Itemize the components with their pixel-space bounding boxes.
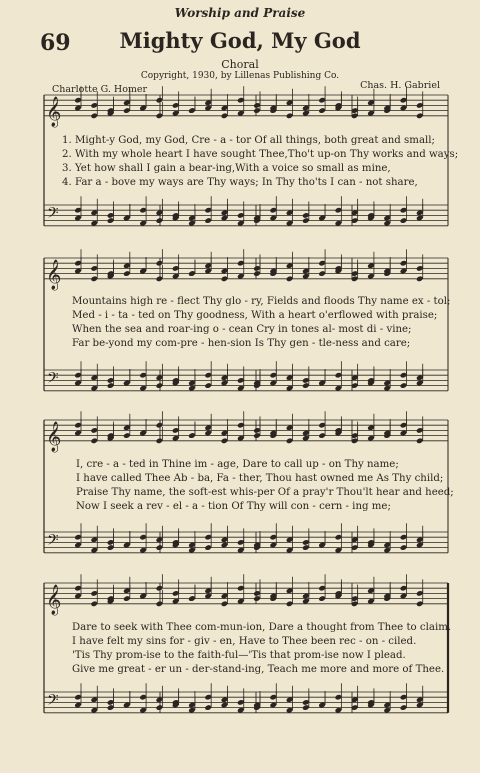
lyric-line: Praise Thy name, the soft-est whis-per Of a pray'r Thou'lt hear and heed;	[76, 487, 454, 498]
lyric-line: I have felt my sins for - giv - en, Have to Thee been rec - on - ciled.	[72, 636, 417, 647]
composer-credit: Chas. H. Gabriel	[360, 80, 440, 91]
lyric-line: I, cre - a - ted in Thine im - age, Dare to call up - on Thy name;	[76, 459, 399, 470]
lyric-line: Dare to seek with Thee com-mun-ion, Dare a thought from Thee to claim.	[72, 622, 452, 633]
lyric-line: Far be-yond my com-pre - hen-sion Is Thy gen - tle-ness and care;	[72, 338, 411, 349]
treble-clef-icon: 𝄞	[46, 421, 62, 452]
treble-clef-icon: 𝄞	[46, 96, 62, 127]
treble-clef-icon: 𝄞	[46, 584, 62, 615]
lyric-line: Mountains high re - flect Thy glo - ry, Fields and floods Thy name ex - tol;	[72, 296, 451, 307]
bass-clef-icon: 𝄢	[47, 369, 59, 391]
bass-clef-icon: 𝄢	[47, 204, 59, 226]
bass-clef-icon: 𝄢	[47, 691, 59, 713]
lyricist-credit: Charlotte G. Homer	[52, 84, 148, 95]
bass-clef-icon: 𝄢	[47, 531, 59, 553]
hymn-title: Mighty God, My God	[119, 28, 361, 53]
lyric-line: 4. Far a - bove my ways are Thy ways; In Thy tho'ts I can - not share,	[62, 177, 418, 188]
lyric-line: Med - i - ta - ted on Thy goodness, With a heart o'erflowed with praise;	[72, 310, 438, 321]
lyric-line: When the sea and roar-ing o - cean Cry in tones al- most di - vine;	[72, 324, 412, 335]
treble-clef-icon: 𝄞	[46, 259, 62, 290]
lyric-line: Now I seek a rev - el - a - tion Of Thy will con - cern - ing me;	[76, 501, 391, 512]
tune-name: Choral	[221, 58, 259, 71]
section-heading: Worship and Praise	[174, 6, 306, 20]
lyric-line: 'Tis Thy prom-ise to the faith-ful—'Tis that prom-ise now I plead.	[72, 650, 406, 661]
lyric-line: 2. With my whole heart I have sought Thee,Tho't up-on Thy works and ways;	[62, 149, 459, 160]
hymn-number: 69	[40, 30, 71, 56]
lyric-line: I have called Thee Ab - ba, Fa - ther, Thou hast owned me As Thy child;	[76, 473, 444, 484]
lyric-line: Give me great - er un - der-stand-ing, Teach me more and more of Thee.	[72, 664, 445, 675]
lyric-line: 3. Yet how shall I gain a bear-ing,With a voice so small as mine,	[62, 163, 391, 174]
lyric-line: 1. Might-y God, my God, Cre - a - tor Of all things, both great and small;	[62, 135, 435, 146]
copyright-notice: Copyright, 1930, by Lillenas Publishing Co.	[140, 71, 340, 81]
